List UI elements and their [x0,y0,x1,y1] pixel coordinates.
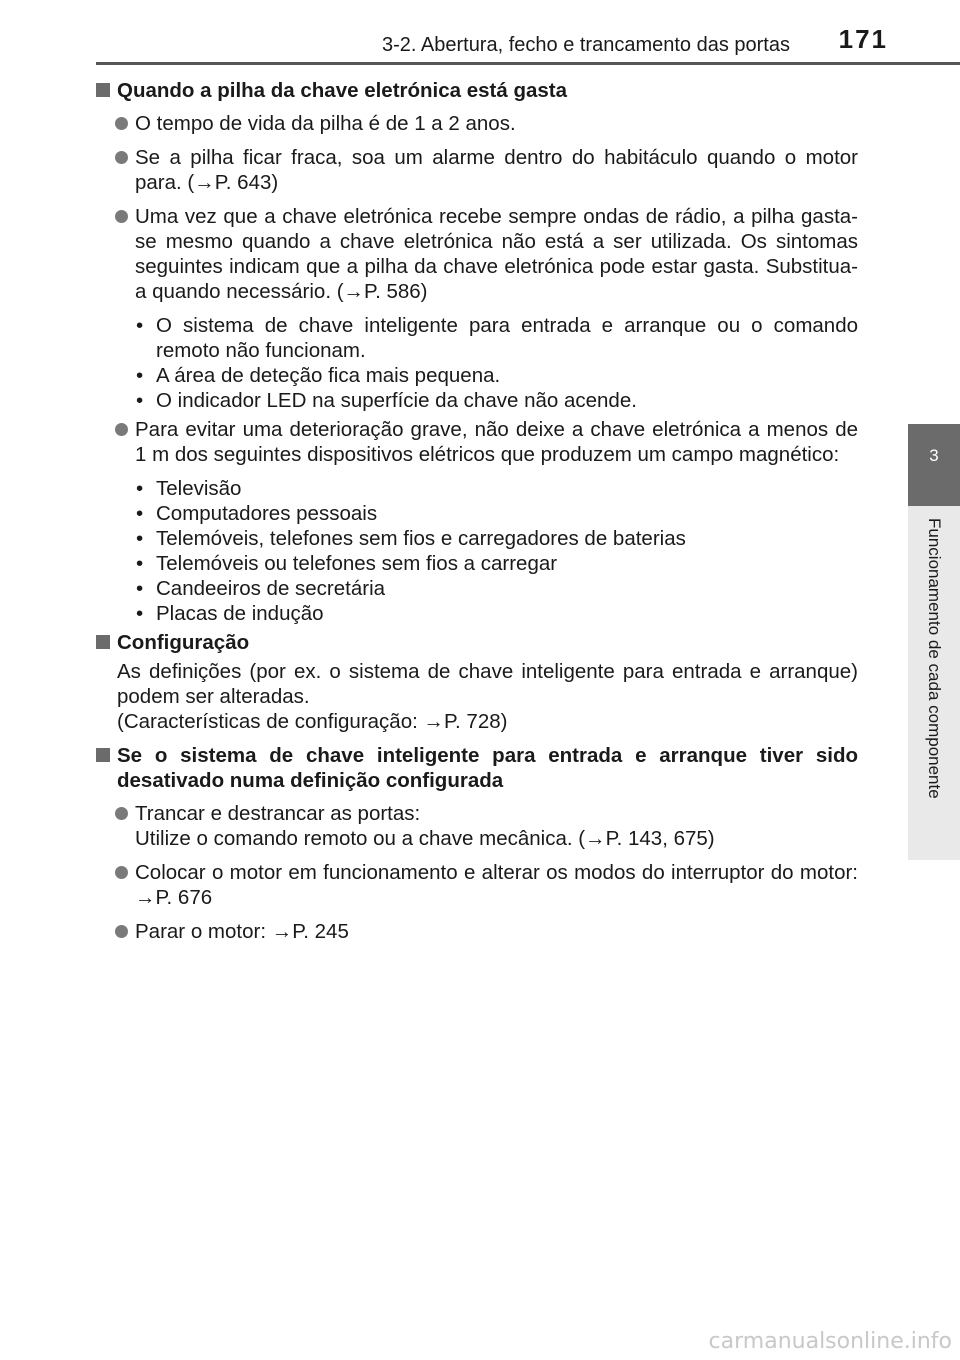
heading-text: Se o sistema de chave inteligente para entrada e arranque tiver sido desativado numa definição configurada [117,744,858,792]
circle-bullet-icon [115,866,128,879]
list-item [136,501,858,526]
chapter-side-tab [908,0,960,1360]
circle-bullet-icon [115,807,128,820]
bullet-text: Colocar o motor em funcionamento e alterar os modos do interruptor do motor: →P. 676 [135,861,858,909]
page-header [0,0,960,62]
dot-marker: • [136,314,144,337]
section-heading-config [96,630,858,655]
bullet-item [96,204,858,304]
config-paragraph [96,659,858,709]
square-bullet-icon [96,748,110,762]
bullet-item [96,860,858,910]
bullet-item [96,919,858,944]
list-item [136,576,858,601]
list-item-text: O sistema de chave inteligente para entrada e arranque ou o comando remoto não funcionam. [156,314,858,362]
dot-marker: • [136,364,144,387]
bullet-item [96,801,858,851]
dot-marker: • [136,527,144,550]
dot-marker: • [136,502,144,525]
chapter-label: Funcionamento de cada componente [925,518,944,799]
list-item [136,601,858,626]
heading-text: Quando a pilha da chave eletrónica está gasta [117,79,568,102]
list-item [136,388,858,413]
section-title: 3-2. Abertura, fecho e trancamento das portas [381,34,790,56]
square-bullet-icon [96,635,110,649]
list-item [136,313,858,363]
bullet-text: O tempo de vida da pilha é de 1 a 2 anos. [135,112,516,135]
dot-marker: • [136,552,144,575]
bullet-text: Se a pilha ficar fraca, soa um alarme dentro do habitáculo quando o motor para. (→P. 643) [135,146,858,194]
heading-text: Configuração [117,631,250,654]
paragraph-text: (Características de configuração: →P. 728) [117,710,508,733]
dot-marker: • [136,602,144,625]
list-item-text: Candeeiros de secretária [156,577,386,600]
bullet-text: Uma vez que a chave eletrónica recebe sempre ondas de rádio, a pilha gasta-se mesmo quando a chave eletrónica não está a ser utilizada. Os sintomas seguintes indicam que a pilha da chave eletrónica pode estar gasta. Substitua-a quando necessário. (→P. 586) [135,205,858,303]
list-item [136,551,858,576]
page-content [96,78,858,953]
circle-bullet-icon [115,423,128,436]
list-item-text: Telemóveis, telefones sem fios e carregadores de baterias [156,527,686,550]
bullet-text: Parar o motor: →P. 245 [135,920,349,943]
device-list [96,476,858,626]
dot-marker: • [136,477,144,500]
bullet-item [96,145,858,195]
list-item-text: O indicador LED na superfície da chave não acende. [156,389,637,412]
list-item-text: Televisão [156,477,242,500]
watermark: carmanualsonline.info [708,1329,952,1354]
section-heading-disabled [96,743,858,793]
bullet-item [96,111,858,136]
section-heading-battery [96,78,858,103]
header-divider [96,62,960,65]
list-item-text: A área de deteção fica mais pequena. [156,364,501,387]
paragraph-text: As definições (por ex. o sistema de chave inteligente para entrada e arranque) podem ser alteradas. [117,660,858,708]
list-item [136,363,858,388]
bullet-text: Utilize o comando remoto ou a chave mecânica. (→P. 143, 675) [135,827,715,850]
chapter-number: 3 [929,446,939,465]
dot-marker: • [136,577,144,600]
list-item-text: Telemóveis ou telefones sem fios a carregar [156,552,558,575]
square-bullet-icon [96,83,110,97]
circle-bullet-icon [115,210,128,223]
list-item-text: Computadores pessoais [156,502,378,525]
bullet-item [96,417,858,467]
bullet-text: Para evitar uma deterioração grave, não deixe a chave eletrónica a menos de 1 m dos seguintes dispositivos elétricos que produzem um campo magnético: [135,418,858,466]
circle-bullet-icon [115,925,128,938]
dot-marker: • [136,389,144,412]
circle-bullet-icon [115,151,128,164]
bullet-text: Trancar e destrancar as portas: [135,802,421,825]
symptom-list [96,313,858,413]
list-item [136,526,858,551]
circle-bullet-icon [115,117,128,130]
list-item-text: Placas de indução [156,602,324,625]
list-item [136,476,858,501]
page-number: 171 [838,24,888,54]
config-reference [96,709,858,734]
